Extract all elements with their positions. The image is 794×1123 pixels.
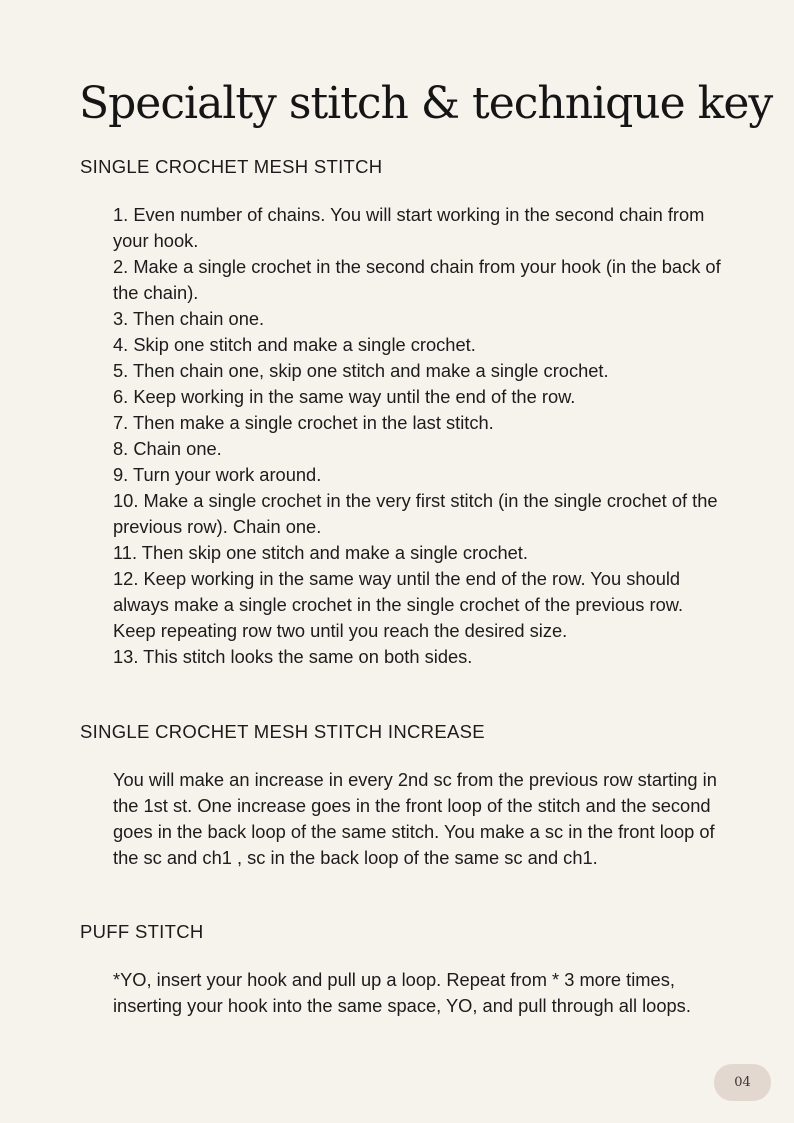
step-item: 4. Skip one stitch and make a single crochet. [113, 334, 476, 355]
section-heading-puff-stitch: PUFF STITCH [80, 921, 204, 942]
step-item: 11. Then skip one stitch and make a single crochet. [113, 542, 528, 563]
section-heading-sc-mesh-stitch: SINGLE CROCHET MESH STITCH [80, 156, 383, 177]
section-heading-sc-mesh-increase: SINGLE CROCHET MESH STITCH INCREASE [80, 721, 485, 742]
sc-mesh-increase-text: You will make an increase in every 2nd sc from the previous row starting in the 1st st. One increase goes in the front loop of the stitch and the second goes in the back loop of the same stitch. You make a sc in the front loop of the sc and ch1 , sc in the back loop of the same sc and ch1. [113, 769, 717, 868]
step-item: 8. Chain one. [113, 438, 222, 459]
page-title: Specialty stitch & technique key [79, 78, 773, 129]
step-item: 3. Then chain one. [113, 308, 265, 329]
step-item: 10. Make a single crochet in the very first stitch (in the single crochet of the previous row). Chain one. [113, 490, 718, 537]
step-item: 13. This stitch looks the same on both sides. [113, 646, 473, 667]
step-item: 9. Turn your work around. [113, 464, 322, 485]
sc-mesh-stitch-steps [113, 202, 723, 670]
page-number-badge: 04 [714, 1064, 771, 1101]
puff-stitch-text: *YO, insert your hook and pull up a loop. Repeat from * 3 more times, inserting your hook into the same space, YO, and pull through all loops. [113, 969, 691, 1016]
step-item: 6. Keep working in the same way until the end of the row. [113, 386, 576, 407]
step-item: 1. Even number of chains. You will start working in the second chain from your hook. [113, 204, 705, 251]
step-item: 12. Keep working in the same way until the end of the row. You should always make a single crochet in the single crochet of the previous row. Keep repeating row two until you reach the desired size. [113, 568, 684, 641]
step-item: 2. Make a single crochet in the second chain from your hook (in the back of the chain). [113, 256, 721, 303]
step-item: 7. Then make a single crochet in the last stitch. [113, 412, 494, 433]
step-item: 5. Then chain one, skip one stitch and make a single crochet. [113, 360, 609, 381]
